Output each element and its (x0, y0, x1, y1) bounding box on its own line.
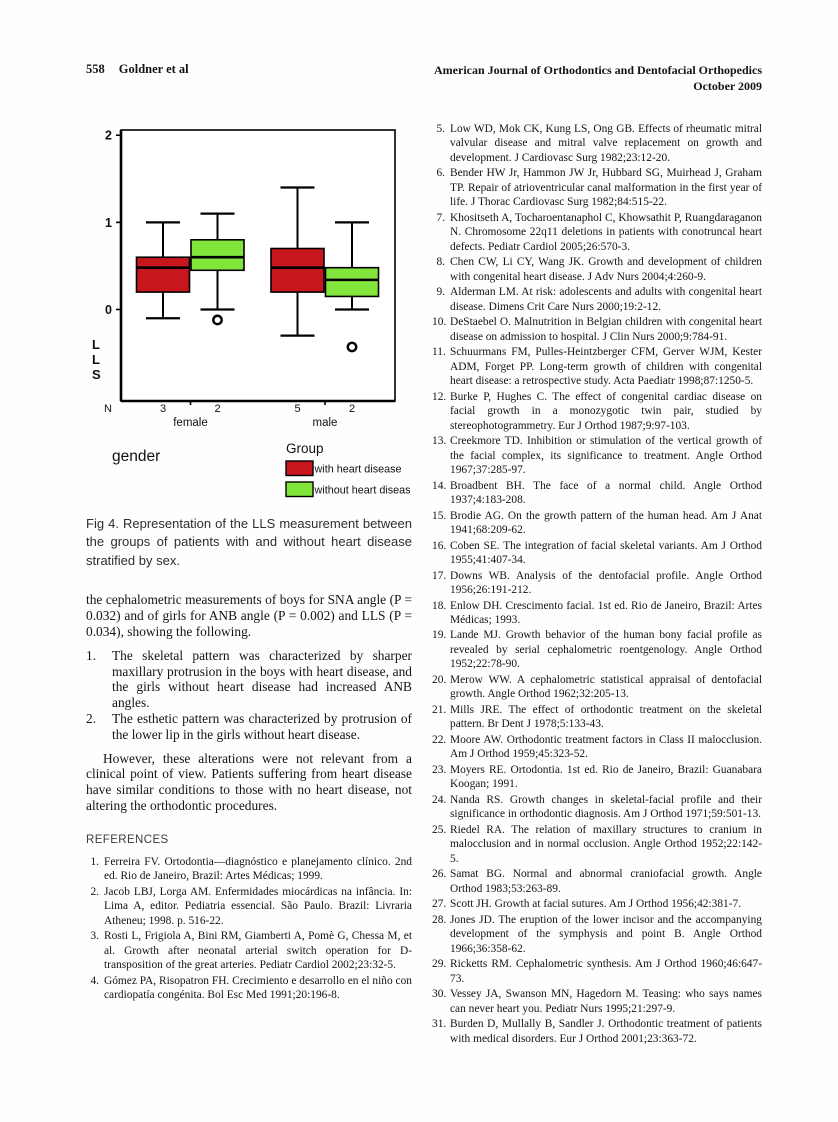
journal-title: American Journal of Orthodontics and Dentofacial Orthopedics (434, 63, 762, 77)
reference-item (432, 793, 762, 822)
reference-item (432, 509, 762, 538)
reference-text: Scott JH. Growth at facial sutures. Am J Orthod 1956;42:381-7. (450, 898, 742, 911)
reference-text: Moyers RE. Ortodontia. 1st ed. Rio de Janeiro, Brazil: Guanabara Koogan; 1991. (450, 763, 762, 791)
right-column (432, 122, 762, 1047)
x-axis-label: gender (112, 448, 161, 465)
reference-item (432, 703, 762, 732)
reference-text: Merow WW. A cephalometric statistical appraisal of dentofacial growth. Angle Orthod 1962;32:205-13. (450, 673, 762, 701)
reference-number: 6. (436, 167, 445, 180)
reference-number: 16. (432, 539, 447, 552)
reference-item (432, 166, 762, 209)
reference-number: 12. (432, 390, 447, 403)
y-axis-label: S (92, 367, 101, 382)
reference-item (432, 673, 762, 702)
reference-item (432, 957, 762, 986)
box (271, 249, 324, 293)
reference-item (432, 823, 762, 866)
reference-number: 27. (432, 898, 447, 911)
reference-text: Brodie AG. On the growth pattern of the human head. Am J Anat 1941;68:209-62. (450, 509, 762, 537)
reference-number: 21. (432, 703, 447, 716)
reference-item (432, 763, 762, 792)
reference-number: 31. (432, 1018, 447, 1031)
category-label: female (173, 417, 208, 429)
reference-item (432, 345, 762, 388)
y-axis-label: L (92, 352, 100, 367)
reference-number: 14. (432, 479, 447, 492)
reference-text: Jacob LBJ, Lorga AM. Enfermidades miocárdicas na infância. In: Lima A, editor. Pediatria essencial. São Paulo. Brazil: Livraria Atheneu; 1998. p. 516-22. (104, 885, 412, 927)
y-tick-label: 2 (105, 128, 112, 143)
figure-4 (86, 120, 412, 509)
reference-number: 7. (436, 211, 445, 224)
reference-text: Moore AW. Orthodontic treatment factors in Class II malocclusion. Am J Orthod 1959;45:323-52. (450, 733, 762, 761)
y-axis-label: L (92, 337, 100, 352)
n-count: 3 (159, 403, 167, 415)
references-heading: REFERENCES (86, 833, 169, 846)
reference-item (432, 315, 762, 344)
reference-item (86, 855, 412, 884)
left-column (86, 120, 412, 1004)
y-tick-label: 0 (105, 303, 112, 318)
reference-item (86, 885, 412, 928)
reference-text: Rosti L, Frigiola A, Bini RM, Giamberti A, Pomè G, Chessa M, et al. Growth after neonatal arterial switch operation for D-transposition of the great arteries. Pediatr Cardiol 2002;23:32-5. (104, 930, 412, 972)
reference-text: Khositseth A, Tocharoentanaphol C, Khowsathit P, Ruangdaraganon N. Chromosome 22q11 deletions in patients with conotruncal heart defects. Pediatr Cardiol 2005;26:570-3. (450, 211, 762, 253)
reference-item (432, 913, 762, 956)
category-label: male (312, 417, 338, 429)
reference-number: 29. (432, 958, 447, 971)
reference-number: 11. (432, 346, 446, 359)
reference-number: 28. (432, 913, 447, 926)
reference-item (432, 569, 762, 598)
body-paragraph-closing: However, these alterations were not relevant from a clinical point of view. Patients suffering from heart disease have similar conditions to those with no heart disease, not altering the orthodontic procedures. (86, 750, 412, 814)
legend-title: Group (286, 441, 324, 456)
reference-text: Vessey JA, Swanson MN, Hagedorn M. Teasing: who says names can never heart you. Pediatr Nurs 1995;21:297-9. (450, 988, 762, 1015)
running-header-right (434, 62, 762, 94)
legend-label: without heart disease (314, 484, 410, 497)
legend-label: with heart disease (314, 463, 402, 476)
reference-text: Creekmore TD. Inhibition or stimulation of the vertical growth of the facial complex, its significance to treatment. Angle Orthod 1967;37:285-97. (450, 435, 762, 477)
reference-number: 3. (90, 930, 99, 943)
reference-text: Samat BG. Normal and abnormal craniofacial growth. Angle Orthod 1983;53:263-89. (450, 868, 762, 895)
reference-item (432, 987, 762, 1016)
reference-item (432, 285, 762, 314)
reference-text: Burden D, Mullally B, Sandler J. Orthodontic treatment of patients with medical disorders. Eur J Orthod 2001;23:363-72. (450, 1018, 762, 1045)
reference-number: 19. (432, 629, 447, 642)
list-item-text: The esthetic pattern was characterized by protrusion of the lower lip in the girls without heart disease. (112, 711, 412, 742)
reference-number: 23. (432, 763, 447, 776)
reference-item (86, 974, 412, 1003)
list-item-number: 1. (86, 647, 97, 663)
outlier-point (213, 316, 221, 324)
reference-item (432, 390, 762, 433)
reference-number: 9. (436, 286, 445, 299)
reference-number: 20. (432, 673, 447, 686)
reference-number: 2. (90, 885, 99, 898)
legend-swatch (286, 461, 313, 476)
reference-text: Nanda RS. Growth changes in skeletal-facial profile and their significance in orthodontic diagnosis. Am J Orthod 1971;59:501-13. (450, 793, 762, 821)
reference-item (432, 628, 762, 671)
issue-date: October 2009 (693, 79, 762, 93)
reference-text: Ricketts RM. Cephalometric synthesis. Am J Orthod 1960;46:647-73. (450, 958, 762, 985)
reference-item (432, 1017, 762, 1046)
reference-text: Riedel RA. The relation of maxillary structures to cranium in malocclusion and in normal occlusion. Angle Orthod 1952;22:142-5. (450, 823, 762, 865)
list-item-number: 2. (86, 711, 97, 727)
reference-item (432, 539, 762, 568)
figure-caption: Fig 4. Representation of the LLS measurement between the groups of patients with and without heart disease stratified by sex. (86, 516, 412, 568)
box (326, 268, 379, 297)
reference-text: Downs WB. Analysis of the dentofacial profile. Angle Orthod 1956;26:191-212. (450, 569, 762, 597)
reference-number: 13. (432, 435, 447, 448)
reference-text: Ferreira FV. Ortodontia—diagnóstico e planejamento clínico. 2nd ed. Rio de Janeiro, Brazil: Artes Médicas; 1999. (104, 855, 412, 883)
reference-number: 22. (432, 733, 447, 746)
reference-text: Lande MJ. Growth behavior of the human bony facial profile as revealed by serial cephalometric roentgenology. Angle Orthod 1952;22:78-90. (450, 629, 762, 671)
running-header-left (86, 62, 189, 77)
reference-text: Broadbent BH. The face of a normal child. Angle Orthod 1937;4:183-208. (450, 479, 762, 507)
reference-text: Enlow DH. Crescimento facial. 1st ed. Rio de Janeiro, Brazil: Artes Médicas; 1993. (450, 599, 762, 626)
reference-number: 30. (432, 988, 447, 1001)
n-label: N (104, 403, 112, 415)
reference-number: 25. (432, 823, 447, 836)
reference-item (432, 255, 762, 284)
y-tick-label: 1 (105, 215, 112, 230)
reference-item (432, 122, 762, 165)
reference-number: 26. (432, 868, 447, 881)
page-number: 558 (86, 62, 105, 76)
running-authors: Goldner et al (118, 62, 189, 76)
reference-item (86, 929, 412, 972)
reference-text: Alderman LM. At risk: adolescents and adults with congenital heart disease. Dimens Crit Care Nurs 2000;19:2-12. (450, 286, 762, 313)
reference-number: 17. (432, 569, 447, 582)
reference-text: DeStaebel O. Malnutrition in Belgian children with congenital heart disease on admission to hospital. J Clin Nurs 2000;9:784-91. (450, 316, 762, 343)
reference-item (432, 867, 762, 896)
box (137, 257, 190, 292)
reference-number: 8. (436, 256, 445, 269)
reference-item (432, 897, 762, 911)
n-count: 5 (294, 403, 301, 415)
reference-number: 18. (432, 599, 447, 612)
reference-number: 24. (432, 793, 447, 806)
reference-text: Low WD, Mok CK, Kung LS, Ong GB. Effects of rheumatic mitral valvular disease and mitral valve replacement on growth and development. J Cardiovasc Surg 1982;23:12-20. (450, 123, 762, 164)
reference-number: 1. (90, 855, 99, 868)
reference-text: Bender HW Jr, Hammon JW Jr, Hubbard SG, Muirhead J, Graham TP. Repair of atrioventricular canal malformation in the first year of life. J Thorac Cardiovasc Surg 1982;84:515-22. (450, 167, 762, 209)
reference-text: Chen CW, Li CY, Wang JK. Growth and development of children with congenital heart disease. J Adv Nurs 2004;4:260-9. (450, 256, 762, 283)
reference-text: Mills JRE. The effect of orthodontic treatment on the skeletal pattern. Br Dent J 1978;5:133-43. (450, 703, 762, 731)
reference-text: Coben SE. The integration of facial skeletal variants. Am J Orthod 1955;41:407-34. (450, 539, 762, 567)
reference-item (432, 434, 762, 477)
box (191, 240, 244, 270)
legend-swatch (286, 482, 313, 497)
reference-item (432, 211, 762, 254)
reference-text: Jones JD. The eruption of the lower incisor and the accompanying development of the symphysis and point B. Angle Orthod 1966;36:358-62. (450, 913, 762, 955)
reference-number: 4. (90, 974, 99, 987)
reference-number: 10. (432, 316, 447, 329)
reference-text: Schuurmans FM, Pulles-Heintzberger CFM, Gerver WJM, Kester ADM, Forget PP. Long-term growth of children with congenital heart disease: a retrospective study. Acta Paediatr 1998;87:1250-5. (450, 346, 762, 388)
reference-text: Burke P, Hughes C. The effect of congenital cardiac disease on facial growth in a monozygotic twin pair, studied by stereophotogrammetry. Eur J Orthod 1987;9:97-103. (450, 390, 762, 432)
reference-number: 15. (432, 509, 447, 522)
n-count: 2 (348, 403, 356, 415)
n-count: 2 (214, 403, 221, 415)
body-paragraph-intro: the cephalometric measurements of boys for SNA angle (P = 0.032) and of girls for ANB angle (P = 0.002) and LLS (P = 0.034), showing the following. (86, 592, 412, 639)
reference-item (432, 733, 762, 762)
boxplot-chart (86, 120, 410, 504)
reference-item (432, 599, 762, 628)
reference-number: 5. (436, 123, 445, 135)
list-item (86, 648, 412, 711)
numbered-list (86, 648, 412, 743)
list-item (86, 711, 412, 743)
references-right (432, 122, 762, 1046)
reference-text: Gómez PA, Risopatron FH. Crecimiento e desarrollo en el niño con cardiopatía congénita. Bol Esc Med 1991;20:196-8. (104, 974, 412, 1002)
outlier-point (348, 343, 356, 351)
reference-item (432, 479, 762, 508)
references-left (86, 855, 412, 1003)
list-item-text: The skeletal pattern was characterized by sharper maxillary protrusion in the boys with heart disease, and the girls without heart disease had increased ANB angles. (112, 647, 412, 711)
